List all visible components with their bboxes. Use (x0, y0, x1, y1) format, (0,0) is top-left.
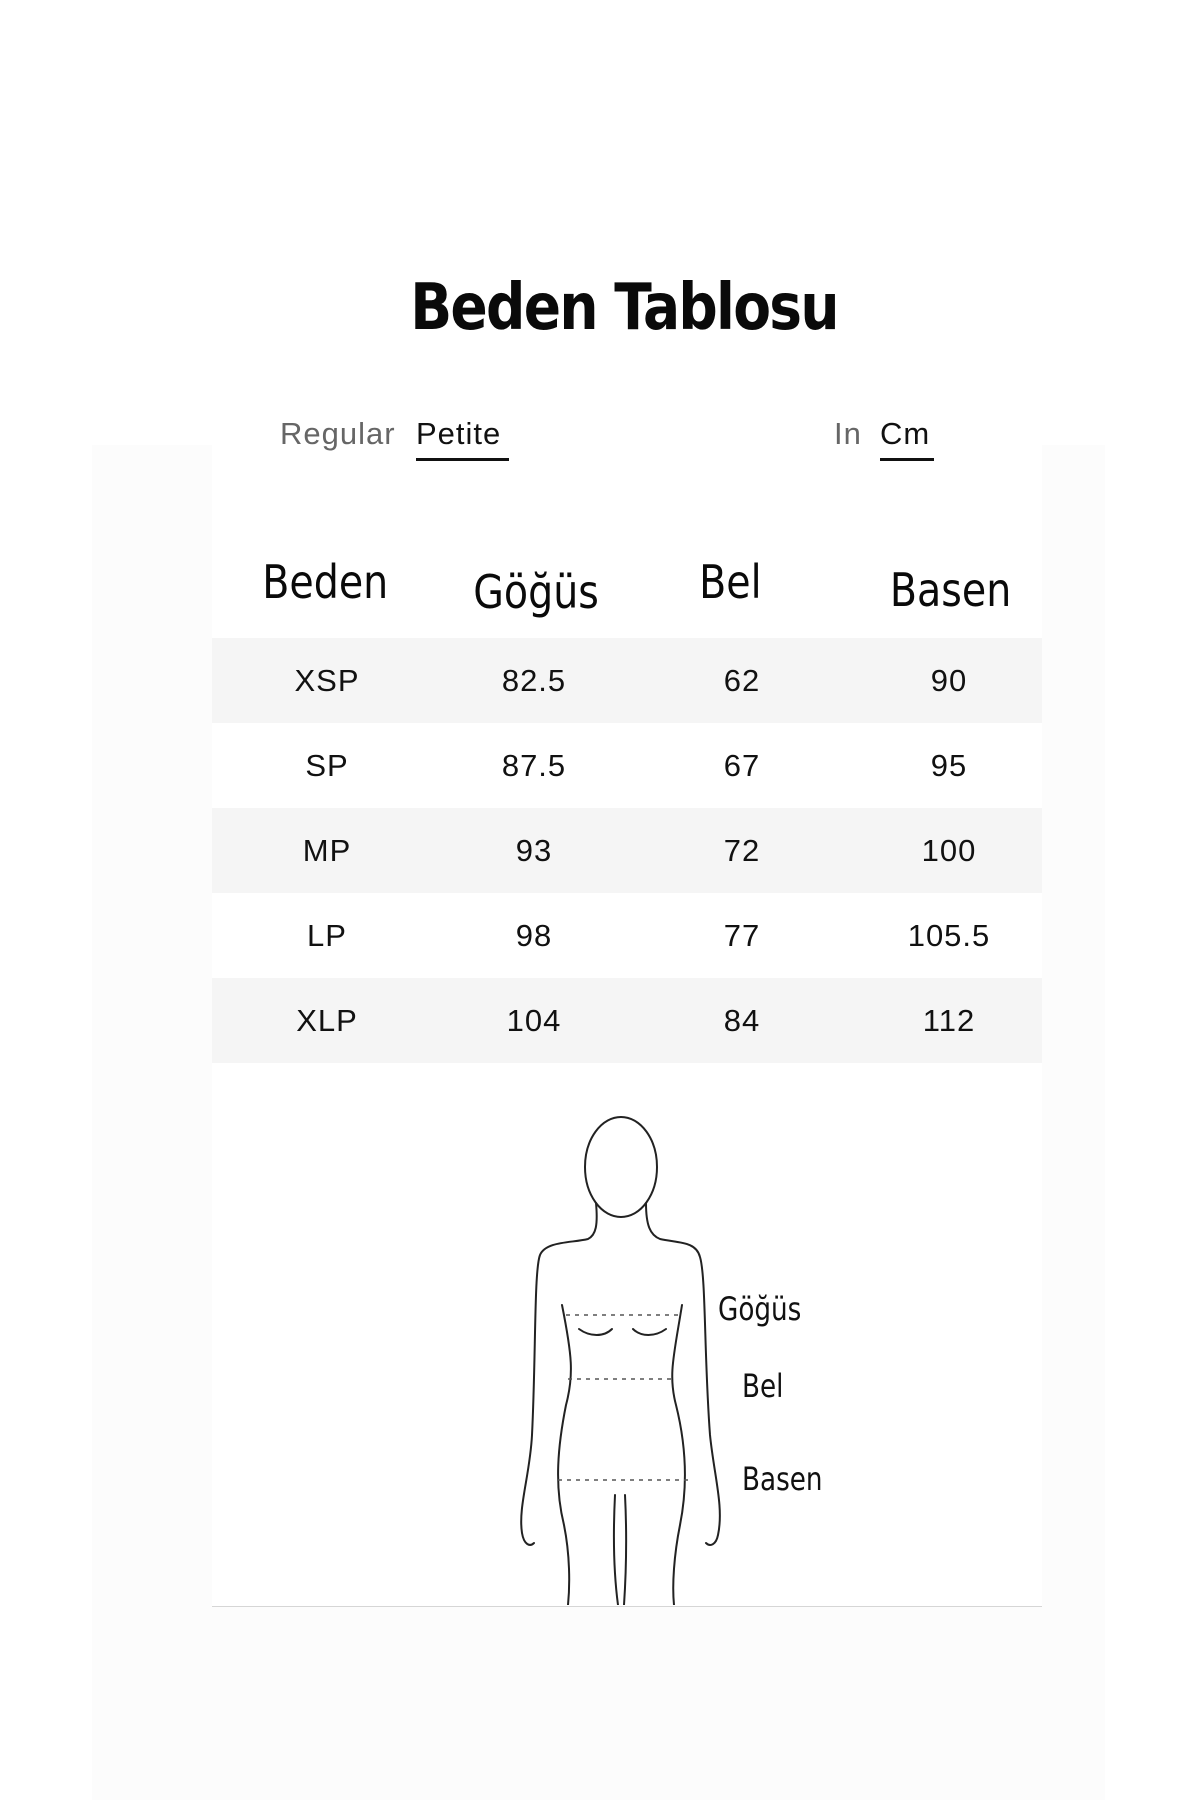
tab-petite[interactable]: Petite (416, 416, 502, 451)
table-cell-hip: 95 (930, 747, 968, 783)
table-cell-waist: 62 (723, 662, 761, 698)
table-cell-waist: 84 (723, 1002, 761, 1038)
column-header-beden: Beden (262, 555, 389, 609)
table-cell-size: LP (307, 917, 347, 953)
size-table (212, 638, 1042, 1063)
figure-label-waist: Bel (742, 1367, 784, 1405)
table-cell-hip: 100 (921, 832, 977, 868)
table-cell-waist: 67 (723, 747, 761, 783)
table-cell-chest: 82.5 (501, 662, 567, 698)
table-cell-size: XSP (294, 662, 360, 698)
column-header-gogus: Göğüs (473, 565, 599, 619)
tab-in[interactable]: In (834, 416, 862, 451)
body-measurement-figure (500, 1105, 860, 1605)
table-cell-size: MP (302, 832, 352, 868)
tab-regular[interactable]: Regular (280, 416, 396, 451)
table-cell-waist: 77 (723, 917, 761, 953)
table-cell-hip: 112 (922, 1002, 976, 1038)
table-cell-chest: 98 (515, 917, 553, 953)
table-cell-chest: 104 (506, 1002, 562, 1038)
table-cell-chest: 93 (515, 832, 553, 868)
table-row (212, 723, 1042, 808)
table-row (212, 808, 1042, 893)
tab-cm-underline (880, 458, 934, 461)
table-row (212, 893, 1042, 978)
column-header-bel: Bel (699, 555, 762, 609)
body-outline-illustration (500, 1105, 860, 1605)
table-cell-hip: 105.5 (907, 917, 991, 953)
table-cell-waist: 72 (723, 832, 761, 868)
figure-label-hip: Basen (742, 1460, 823, 1498)
table-cell-hip: 90 (930, 662, 968, 698)
figure-label-chest: Göğüs (718, 1290, 802, 1328)
page-title: Beden Tablosu (410, 271, 838, 345)
column-header-basen: Basen (889, 563, 1012, 617)
card-bottom-divider (212, 1606, 1042, 1607)
table-row (212, 638, 1042, 723)
table-cell-size: SP (305, 747, 349, 783)
table-cell-chest: 87.5 (501, 747, 567, 783)
tab-petite-underline (416, 458, 509, 461)
table-cell-size: XLP (296, 1002, 358, 1038)
table-row (212, 978, 1042, 1063)
tab-cm[interactable]: Cm (880, 416, 931, 451)
